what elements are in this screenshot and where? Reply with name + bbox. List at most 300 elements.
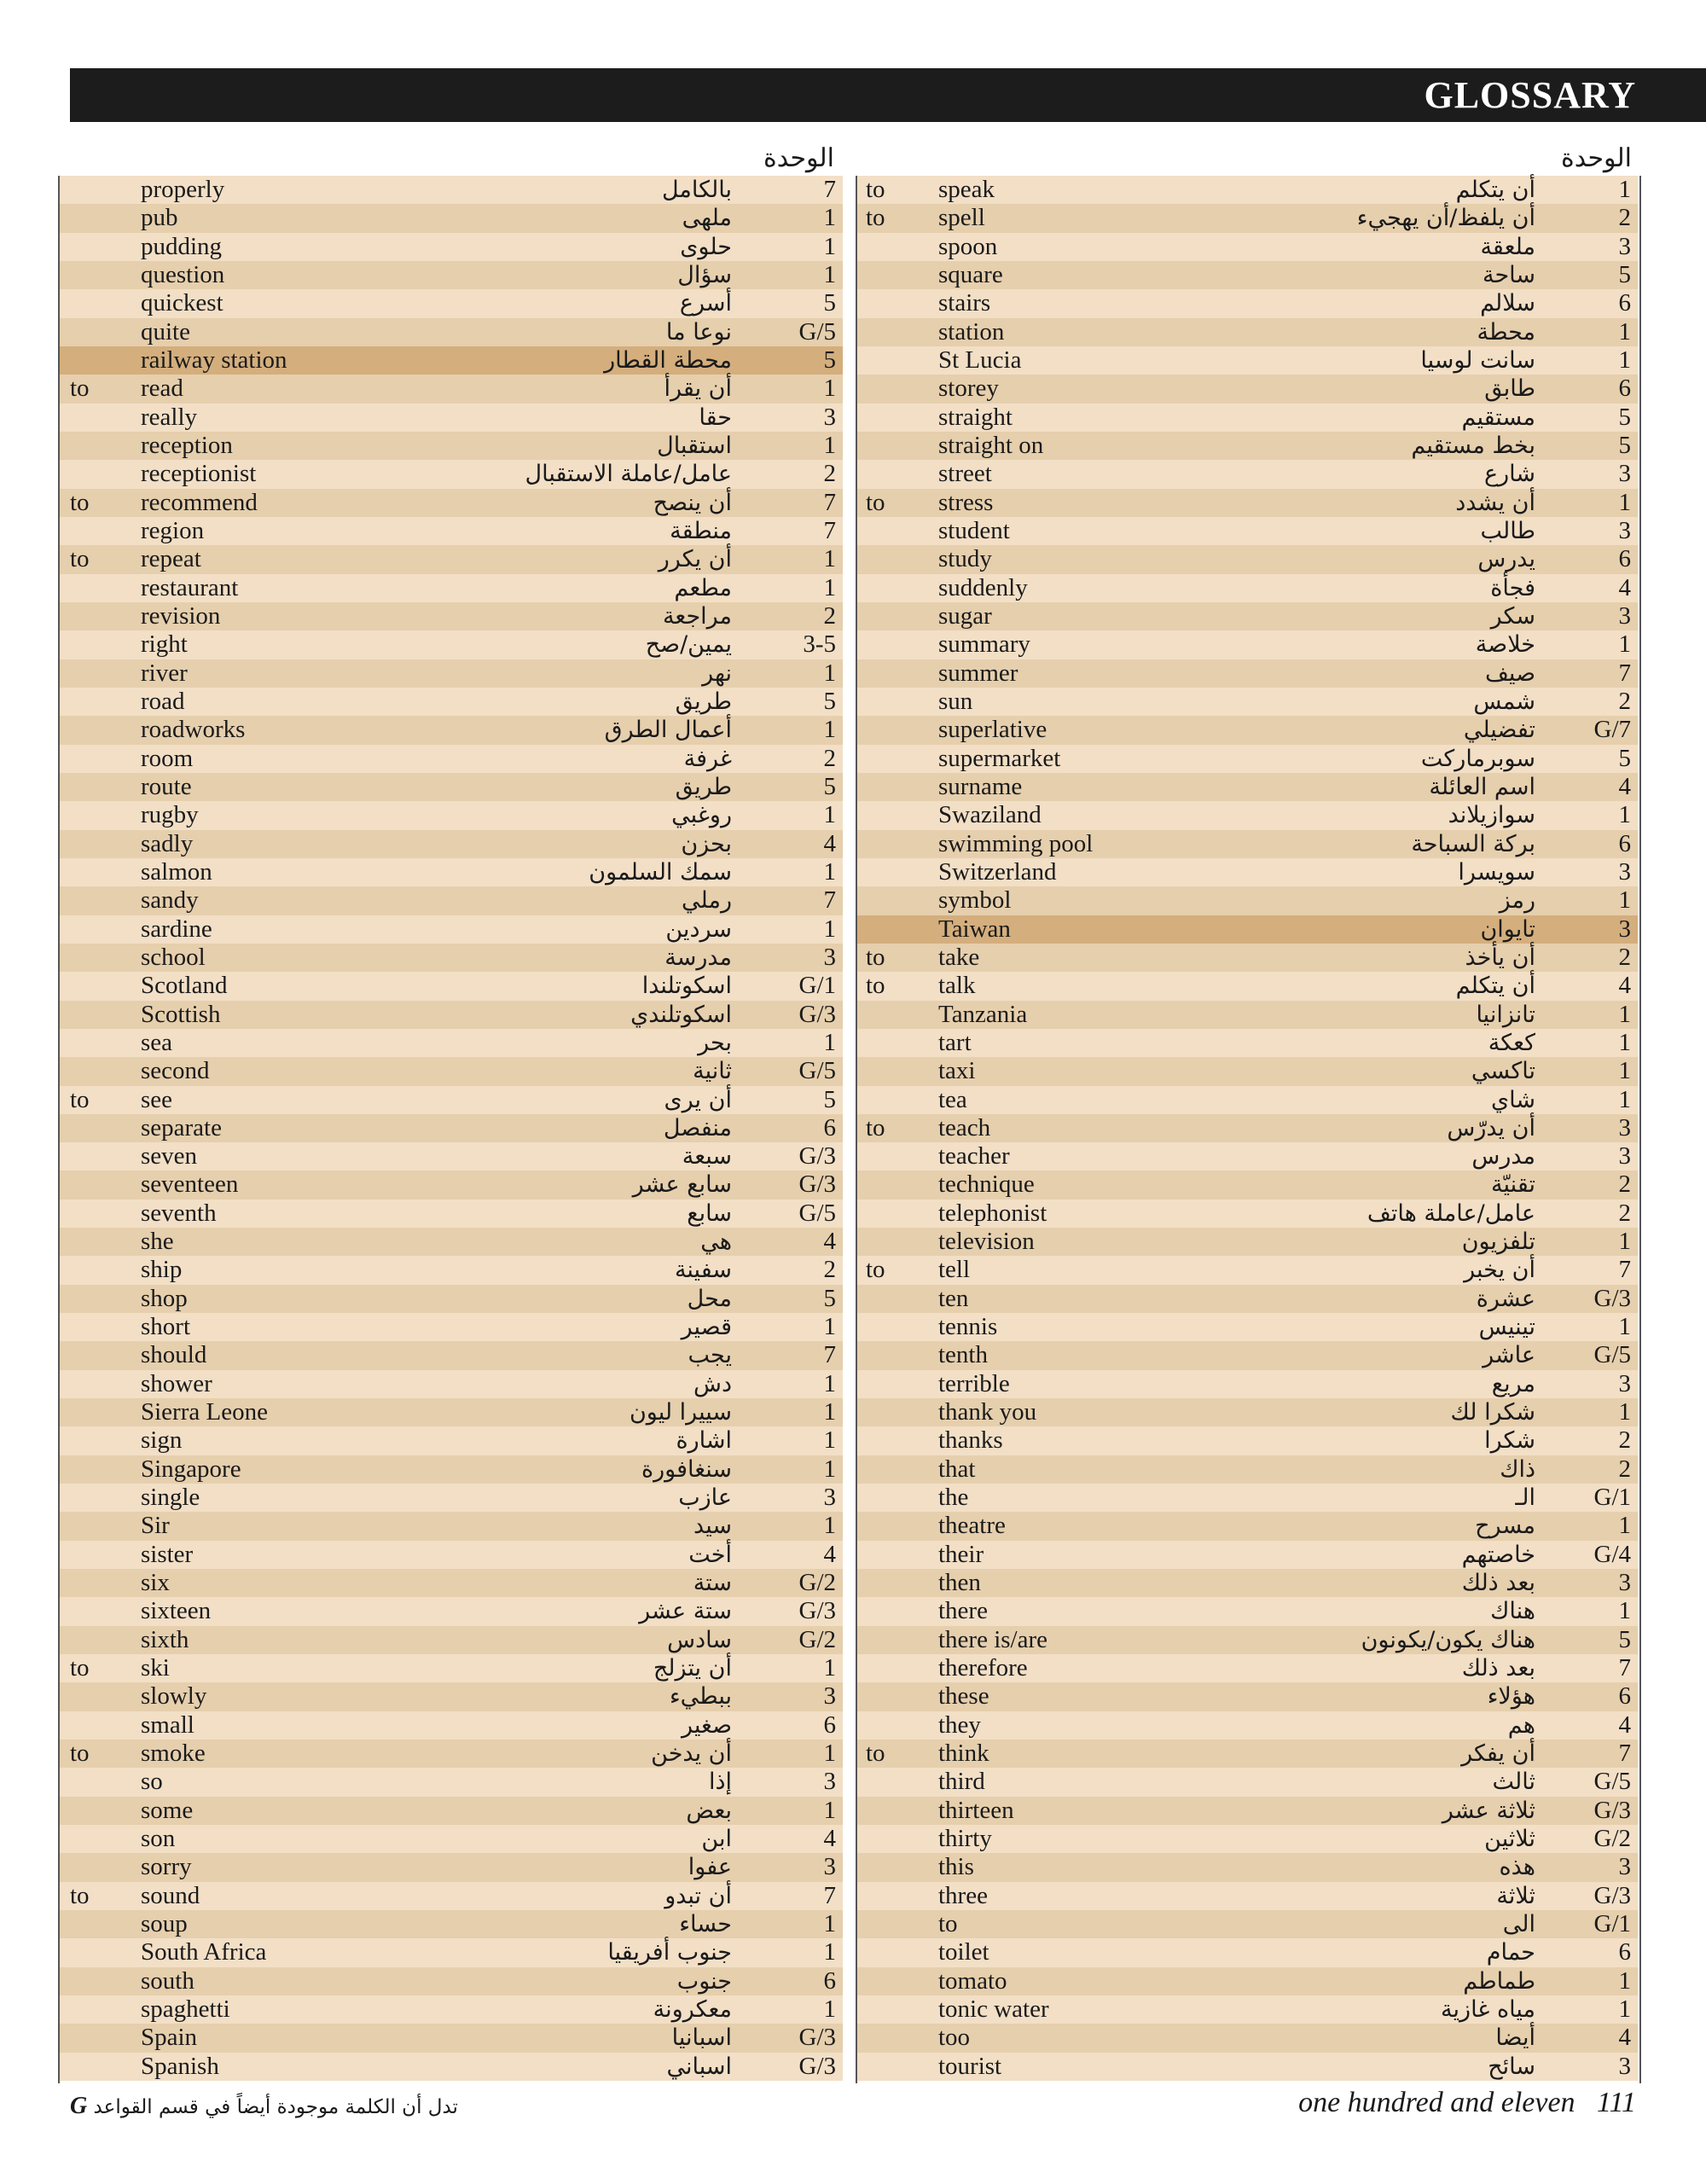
arabic-translation: مدرسة bbox=[664, 944, 732, 971]
glossary-row bbox=[60, 944, 843, 972]
arabic-translation: أن يتكلم bbox=[1455, 973, 1535, 1000]
english-word: river bbox=[141, 659, 188, 687]
glossary-row bbox=[60, 1228, 843, 1256]
english-word: teach bbox=[938, 1113, 991, 1141]
glossary-row bbox=[857, 2024, 1638, 2052]
unit-number: 3-5 bbox=[803, 630, 836, 659]
arabic-translation: ملعقة bbox=[1480, 233, 1535, 260]
unit-number: 6 bbox=[823, 1966, 836, 1995]
glossary-row bbox=[857, 517, 1638, 545]
arabic-translation: معكرونة bbox=[653, 1996, 732, 2023]
arabic-translation: دش bbox=[693, 1370, 732, 1397]
english-word: quite bbox=[141, 317, 190, 346]
arabic-translation: حمام bbox=[1486, 1939, 1535, 1966]
english-word: recommend bbox=[141, 488, 258, 516]
glossary-row bbox=[60, 688, 843, 716]
english-word: sun bbox=[938, 687, 973, 715]
unit-number: 1 bbox=[1618, 488, 1631, 516]
glossary-row bbox=[60, 1341, 843, 1369]
arabic-translation: شكرا لك bbox=[1450, 1399, 1535, 1426]
english-word: some bbox=[141, 1796, 194, 1824]
arabic-translation: أن يشدد bbox=[1455, 489, 1535, 516]
particle-to: to bbox=[70, 375, 90, 403]
arabic-translation: سادس bbox=[667, 1626, 732, 1653]
glossary-row bbox=[60, 1029, 843, 1057]
glossary-row bbox=[60, 1455, 843, 1484]
arabic-translation: سمك السلمون bbox=[589, 858, 732, 886]
glossary-row bbox=[857, 630, 1638, 659]
unit-number: 1 bbox=[1618, 1228, 1631, 1256]
arabic-translation: هي bbox=[700, 1228, 732, 1256]
arabic-translation: اسكوتلندا bbox=[641, 973, 732, 1000]
arabic-translation: تينيس bbox=[1478, 1314, 1535, 1341]
arabic-translation: هناك يكون/يكونون bbox=[1361, 1626, 1535, 1653]
unit-number: 3 bbox=[1618, 915, 1631, 943]
glossary-row bbox=[857, 1285, 1638, 1313]
arabic-translation: طماطم bbox=[1463, 1967, 1535, 1995]
glossary-row bbox=[857, 1541, 1638, 1569]
english-word: sixth bbox=[141, 1625, 189, 1653]
arabic-translation: محطة bbox=[1477, 318, 1535, 346]
english-word: stairs bbox=[938, 289, 991, 317]
english-word: three bbox=[938, 1881, 988, 1909]
arabic-translation: حقا bbox=[699, 404, 732, 431]
unit-number: 2 bbox=[823, 744, 836, 772]
arabic-translation: يدرس bbox=[1477, 546, 1535, 573]
english-word: son bbox=[141, 1825, 176, 1853]
english-word: separate bbox=[141, 1113, 222, 1141]
english-word: school bbox=[141, 943, 206, 971]
unit-number: 2 bbox=[1618, 1426, 1631, 1455]
unit-number: 1 bbox=[1618, 886, 1631, 915]
english-word: read bbox=[141, 375, 183, 403]
glossary-row bbox=[857, 375, 1638, 403]
particle-to: to bbox=[866, 1256, 885, 1284]
arabic-translation: يمين/صح bbox=[645, 631, 732, 659]
arabic-translation: بعد ذلك bbox=[1461, 1570, 1535, 1597]
particle-to: to bbox=[866, 488, 885, 516]
arabic-translation: سلالم bbox=[1480, 290, 1535, 317]
english-word: ship bbox=[141, 1256, 183, 1284]
unit-number: G/4 bbox=[1593, 1540, 1631, 1568]
glossary-row bbox=[60, 1967, 843, 1995]
glossary-row bbox=[60, 289, 843, 317]
glossary-row bbox=[60, 545, 843, 573]
english-word: seven bbox=[141, 1142, 198, 1170]
glossary-row bbox=[60, 2053, 843, 2081]
english-word: tomato bbox=[938, 1966, 1007, 1995]
english-word: sixteen bbox=[141, 1597, 212, 1625]
unit-number: 1 bbox=[823, 1938, 836, 1966]
unit-number: 5 bbox=[1618, 260, 1631, 288]
unit-number: 7 bbox=[823, 516, 836, 544]
unit-number: 1 bbox=[823, 1796, 836, 1824]
unit-number: 6 bbox=[1618, 375, 1631, 403]
unit-number: G/5 bbox=[798, 1199, 836, 1227]
english-word: there bbox=[938, 1597, 988, 1625]
unit-number: 6 bbox=[1618, 1938, 1631, 1966]
glossary-row bbox=[60, 801, 843, 829]
unit-number: 1 bbox=[823, 1028, 836, 1056]
unit-number: 2 bbox=[1618, 687, 1631, 715]
unit-number: 5 bbox=[1618, 403, 1631, 431]
unit-number: 1 bbox=[823, 1455, 836, 1483]
arabic-translation: بعد ذلك bbox=[1461, 1655, 1535, 1682]
arabic-translation: سردين bbox=[665, 915, 732, 943]
arabic-translation: كعكة bbox=[1488, 1029, 1535, 1056]
glossary-row bbox=[857, 972, 1638, 1000]
english-word: Spain bbox=[141, 2024, 198, 2052]
glossary-row bbox=[60, 460, 843, 488]
unit-number: 1 bbox=[823, 375, 836, 403]
glossary-row bbox=[857, 432, 1638, 460]
unit-number: 1 bbox=[823, 1369, 836, 1397]
glossary-row bbox=[857, 801, 1638, 829]
arabic-translation: حلوى bbox=[680, 233, 732, 260]
glossary-row bbox=[857, 915, 1638, 944]
english-word: second bbox=[141, 1057, 210, 1085]
unit-number: 3 bbox=[823, 403, 836, 431]
glossary-row bbox=[857, 1995, 1638, 2024]
arabic-translation: خلاصة bbox=[1475, 631, 1535, 659]
glossary-row bbox=[60, 1910, 843, 1938]
unit-number: 1 bbox=[823, 1512, 836, 1540]
english-word: thanks bbox=[938, 1426, 1003, 1455]
unit-number: G/1 bbox=[798, 972, 836, 1000]
arabic-translation: بحر bbox=[698, 1029, 732, 1056]
english-word: restaurant bbox=[141, 573, 239, 601]
english-word: stress bbox=[938, 488, 994, 516]
arabic-translation: رملي bbox=[682, 887, 732, 915]
glossary-row bbox=[857, 830, 1638, 858]
unit-number: G/3 bbox=[798, 2052, 836, 2080]
arabic-translation: شكرا bbox=[1484, 1427, 1535, 1455]
glossary-row bbox=[60, 1398, 843, 1426]
glossary-row bbox=[857, 233, 1638, 261]
page-number-footer bbox=[1298, 2087, 1636, 2119]
unit-number: 3 bbox=[1618, 232, 1631, 260]
english-word: reception bbox=[141, 431, 233, 459]
arabic-translation: إذا bbox=[708, 1769, 732, 1796]
english-word: spaghetti bbox=[141, 1995, 230, 2023]
unit-number: 1 bbox=[823, 915, 836, 943]
unit-number: 1 bbox=[1618, 1028, 1631, 1056]
english-word: Tanzania bbox=[938, 1000, 1028, 1028]
glossary-row bbox=[60, 1682, 843, 1711]
arabic-translation: سكر bbox=[1490, 602, 1535, 630]
arabic-translation: سوازيلاند bbox=[1448, 802, 1535, 829]
arabic-translation: بعض bbox=[686, 1797, 732, 1824]
glossary-row bbox=[857, 289, 1638, 317]
english-word: these bbox=[938, 1682, 989, 1711]
glossary-row bbox=[60, 886, 843, 915]
glossary-row bbox=[857, 1740, 1638, 1768]
unit-number: 3 bbox=[1618, 1369, 1631, 1397]
arabic-translation: استقبال bbox=[657, 432, 732, 459]
arabic-translation: ثالث bbox=[1492, 1769, 1535, 1796]
english-word: thank you bbox=[938, 1398, 1037, 1426]
english-word: she bbox=[141, 1228, 174, 1256]
page-title: GLOSSARY bbox=[1424, 74, 1636, 116]
glossary-row bbox=[60, 1512, 843, 1540]
glossary-row bbox=[857, 545, 1638, 573]
english-word: sadly bbox=[141, 829, 194, 857]
unit-column-header-right: الوحدة bbox=[1561, 143, 1632, 173]
glossary-row bbox=[60, 1313, 843, 1341]
arabic-translation: أن ينصح bbox=[653, 489, 732, 516]
english-word: straight bbox=[938, 403, 1013, 431]
arabic-translation: سانت لوسيا bbox=[1420, 346, 1535, 374]
arabic-translation: تانزانيا bbox=[1476, 1001, 1535, 1028]
unit-number: 5 bbox=[1618, 744, 1631, 772]
arabic-translation: عامل/عاملة هاتف bbox=[1367, 1199, 1535, 1227]
glossary-row bbox=[60, 745, 843, 773]
arabic-translation: ابن bbox=[701, 1826, 732, 1853]
arabic-translation: خاصتهم bbox=[1461, 1541, 1535, 1568]
english-word: teacher bbox=[938, 1142, 1010, 1170]
glossary-column-left bbox=[60, 176, 843, 2081]
unit-number: 3 bbox=[823, 1484, 836, 1512]
english-word: thirteen bbox=[938, 1796, 1014, 1824]
arabic-translation: بركة السباحة bbox=[1411, 830, 1535, 857]
unit-number: 1 bbox=[823, 1313, 836, 1341]
arabic-translation: تفضيلي bbox=[1463, 717, 1535, 744]
unit-number: 5 bbox=[823, 687, 836, 715]
unit-number: G/1 bbox=[1593, 1910, 1631, 1938]
header-banner bbox=[70, 68, 1706, 122]
glossary-row bbox=[60, 1086, 843, 1114]
english-word: superlative bbox=[938, 716, 1047, 744]
english-word: think bbox=[938, 1740, 989, 1768]
unit-number: 5 bbox=[823, 772, 836, 800]
english-word: sandy bbox=[141, 886, 199, 915]
glossary-row bbox=[60, 1597, 843, 1625]
arabic-translation: مراجعة bbox=[662, 602, 732, 630]
arabic-translation: نوعا ما bbox=[665, 318, 732, 346]
arabic-translation: أن يكرر bbox=[658, 546, 732, 573]
arabic-translation: ستة bbox=[693, 1570, 732, 1597]
unit-number: 5 bbox=[823, 346, 836, 374]
unit-number: G/7 bbox=[1593, 716, 1631, 744]
unit-number: 1 bbox=[1618, 1966, 1631, 1995]
arabic-translation: سابع bbox=[687, 1199, 732, 1227]
unit-number: 3 bbox=[1618, 601, 1631, 630]
english-word: sound bbox=[141, 1881, 200, 1909]
unit-number: 1 bbox=[823, 716, 836, 744]
english-word: take bbox=[938, 943, 980, 971]
unit-number: 2 bbox=[1618, 204, 1631, 232]
english-word: road bbox=[141, 687, 185, 715]
english-word: tonic water bbox=[938, 1995, 1049, 2023]
arabic-translation: سائح bbox=[1488, 2053, 1535, 2080]
glossary-row bbox=[857, 1370, 1638, 1398]
glossary-row bbox=[60, 517, 843, 545]
unit-number: 2 bbox=[823, 460, 836, 488]
glossary-row bbox=[60, 1654, 843, 1682]
english-word: student bbox=[938, 516, 1010, 544]
english-word: shop bbox=[141, 1284, 188, 1312]
english-word: therefore bbox=[938, 1654, 1028, 1682]
unit-number: 1 bbox=[1618, 1000, 1631, 1028]
glossary-row bbox=[857, 688, 1638, 716]
unit-number: 3 bbox=[1618, 1142, 1631, 1170]
unit-number: 4 bbox=[823, 1540, 836, 1568]
unit-number: 7 bbox=[1618, 1740, 1631, 1768]
glossary-row bbox=[60, 1626, 843, 1654]
unit-number: G/3 bbox=[798, 2024, 836, 2052]
english-word: technique bbox=[938, 1170, 1035, 1199]
unit-number: G/3 bbox=[1593, 1284, 1631, 1312]
english-word: should bbox=[141, 1341, 207, 1369]
particle-to: to bbox=[70, 1881, 90, 1909]
arabic-translation: ملهى bbox=[682, 205, 732, 232]
unit-number: 1 bbox=[1618, 1512, 1631, 1540]
unit-number: 4 bbox=[823, 829, 836, 857]
unit-number: 6 bbox=[1618, 1682, 1631, 1711]
english-word: ten bbox=[938, 1284, 969, 1312]
glossary-row bbox=[857, 574, 1638, 602]
glossary-row bbox=[857, 1398, 1638, 1426]
unit-number: 6 bbox=[1618, 829, 1631, 857]
glossary-row bbox=[60, 972, 843, 1000]
arabic-translation: ستة عشر bbox=[639, 1598, 732, 1625]
unit-number: 5 bbox=[823, 1085, 836, 1113]
english-word: receptionist bbox=[141, 460, 257, 488]
glossary-row bbox=[60, 489, 843, 517]
glossary-row bbox=[60, 233, 843, 261]
glossary-row bbox=[60, 176, 843, 204]
unit-number: 6 bbox=[1618, 289, 1631, 317]
unit-number: 1 bbox=[823, 204, 836, 232]
arabic-translation: سوبرماركت bbox=[1420, 745, 1535, 772]
glossary-row bbox=[857, 1455, 1638, 1484]
arabic-translation: رمز bbox=[1499, 887, 1535, 915]
arabic-translation: هذه bbox=[1499, 1854, 1535, 1881]
glossary-row bbox=[60, 574, 843, 602]
unit-number: 3 bbox=[1618, 1113, 1631, 1141]
glossary-row bbox=[857, 1967, 1638, 1995]
english-word: the bbox=[938, 1484, 969, 1512]
glossary-row bbox=[60, 346, 843, 375]
glossary-row bbox=[60, 404, 843, 432]
english-word: terrible bbox=[938, 1369, 1010, 1397]
english-word: pudding bbox=[141, 232, 223, 260]
english-word: spell bbox=[938, 204, 985, 232]
arabic-translation: طريق bbox=[675, 773, 732, 800]
english-word: summer bbox=[938, 659, 1018, 687]
arabic-translation: أن يأخذ bbox=[1465, 944, 1535, 971]
glossary-row bbox=[857, 1426, 1638, 1455]
english-word: salmon bbox=[141, 857, 212, 886]
arabic-translation: أن يفكر bbox=[1461, 1740, 1535, 1768]
arabic-translation: ثانية bbox=[693, 1058, 732, 1085]
glossary-row bbox=[857, 1170, 1638, 1199]
unit-number: G/2 bbox=[1593, 1825, 1631, 1853]
arabic-translation: أن تبدو bbox=[664, 1882, 732, 1909]
english-word: their bbox=[938, 1540, 984, 1568]
glossary-row bbox=[857, 1797, 1638, 1825]
particle-to: to bbox=[70, 1085, 90, 1113]
english-word: surname bbox=[938, 772, 1023, 800]
glossary-row bbox=[60, 1057, 843, 1085]
glossary-row bbox=[857, 1512, 1638, 1540]
unit-number: G/2 bbox=[798, 1625, 836, 1653]
english-word: shower bbox=[141, 1369, 212, 1397]
unit-number: G/3 bbox=[1593, 1796, 1631, 1824]
glossary-row bbox=[857, 1199, 1638, 1228]
arabic-translation: بالكامل bbox=[661, 177, 732, 203]
unit-number: 3 bbox=[1618, 460, 1631, 488]
arabic-translation: ذاك bbox=[1500, 1455, 1535, 1483]
english-word: thirty bbox=[938, 1825, 992, 1853]
arabic-translation: نهر bbox=[702, 659, 732, 687]
unit-number: 7 bbox=[823, 886, 836, 915]
glossary-row bbox=[60, 1426, 843, 1455]
glossary-row bbox=[60, 858, 843, 886]
arabic-translation: عازب bbox=[678, 1484, 732, 1512]
arabic-translation: مسرح bbox=[1475, 1513, 1535, 1540]
particle-to: to bbox=[866, 204, 885, 232]
glossary-row bbox=[857, 858, 1638, 886]
arabic-translation: مدرس bbox=[1471, 1143, 1535, 1170]
arabic-translation: أن يتزلج bbox=[653, 1655, 732, 1682]
unit-number: 3 bbox=[1618, 516, 1631, 544]
arabic-translation: أخت bbox=[688, 1541, 732, 1568]
unit-number: 3 bbox=[823, 1768, 836, 1796]
english-word: six bbox=[141, 1569, 170, 1597]
unit-number: G/3 bbox=[798, 1170, 836, 1199]
english-word: storey bbox=[938, 375, 999, 403]
unit-number: 1 bbox=[823, 1654, 836, 1682]
unit-number: 1 bbox=[1618, 1398, 1631, 1426]
english-word: Swaziland bbox=[938, 801, 1042, 829]
unit-number: 1 bbox=[823, 232, 836, 260]
english-word: sugar bbox=[938, 601, 992, 630]
unit-number: 1 bbox=[823, 431, 836, 459]
unit-number: 7 bbox=[1618, 1654, 1631, 1682]
english-word: straight on bbox=[938, 431, 1044, 459]
unit-number: 4 bbox=[1618, 1711, 1631, 1739]
glossary-row bbox=[60, 1882, 843, 1910]
english-word: Sir bbox=[141, 1512, 170, 1540]
english-word: tea bbox=[938, 1085, 967, 1113]
unit-number: 3 bbox=[823, 1853, 836, 1881]
glossary-column-right bbox=[857, 176, 1638, 2081]
glossary-row bbox=[857, 602, 1638, 630]
english-word: Taiwan bbox=[938, 915, 1011, 943]
arabic-translation: أن يتكلم bbox=[1455, 177, 1535, 203]
unit-number: 4 bbox=[823, 1825, 836, 1853]
glossary-row bbox=[857, 1882, 1638, 1910]
unit-number: 4 bbox=[1618, 573, 1631, 601]
unit-number: 1 bbox=[1618, 317, 1631, 346]
unit-number: 7 bbox=[823, 488, 836, 516]
arabic-translation: بخط مستقيم bbox=[1411, 432, 1535, 459]
glossary-row bbox=[60, 773, 843, 801]
arabic-translation: محل bbox=[687, 1285, 732, 1312]
english-word: pub bbox=[141, 204, 178, 232]
unit-number: 4 bbox=[1618, 772, 1631, 800]
glossary-row bbox=[60, 1142, 843, 1170]
glossary-row bbox=[60, 1285, 843, 1313]
unit-number: G/5 bbox=[798, 317, 836, 346]
arabic-translation: أسرع bbox=[679, 290, 732, 317]
unit-number: 3 bbox=[1618, 2052, 1631, 2080]
glossary-row bbox=[857, 1029, 1638, 1057]
glossary-row bbox=[857, 745, 1638, 773]
unit-number: 1 bbox=[1618, 1085, 1631, 1113]
glossary-row bbox=[857, 1853, 1638, 1881]
